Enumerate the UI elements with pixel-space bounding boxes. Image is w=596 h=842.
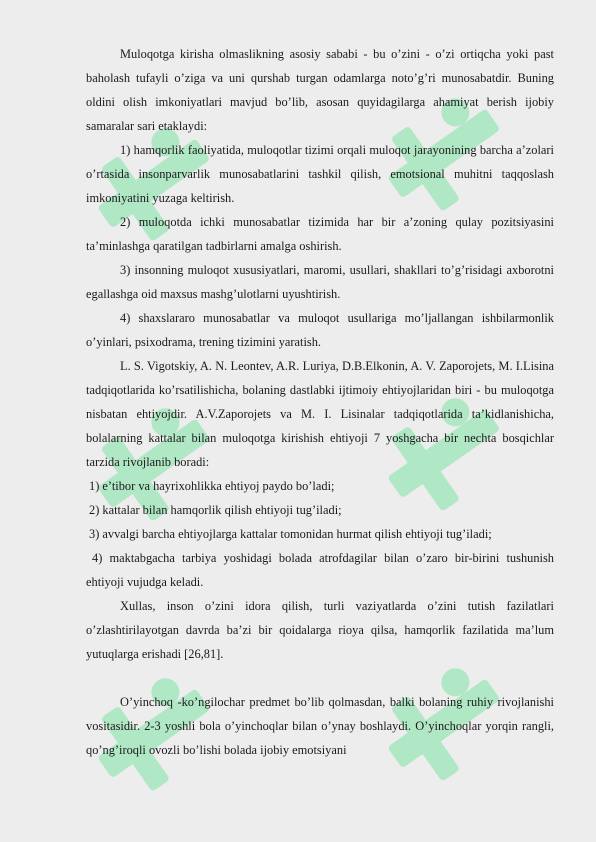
paragraph-intro: Muloqotga kirisha olmaslikning asosiy sababi - bu o’zini - o’zi ortiqcha yoki past baholash tufayli o’ziga va uni qurshab turgan odamlarga noto’g’ri munosabatdir. Buning oldini olish imkoniyatlari mavjud bo’lib, asosan quyidagilarga ahamiyat berish ijobiy samaralar sari etaklaydi: bbox=[86, 47, 554, 133]
paragraph-point-2: 2) muloqotda ichki munosabatlar tizimida har bir a’zoning qulay pozitsiyasini ta’minlashga qaratilgan tadbirlarni amalga oshirish. bbox=[86, 215, 554, 253]
body-text bbox=[86, 42, 554, 762]
paragraph-point-1: 1) hamqorlik faoliyatida, muloqotlar tizimi orqali muloqot jarayonining barcha a’zolari o’rtasida insonparvarlik munosabatlarini tashkil qilish, emotsional muhitni taqqoslash imkoniyatini yuzaga keltirish. bbox=[86, 143, 554, 205]
list-item-stage-1: 1) e’tibor va hayrixohlikka ehtiyoj paydo bo’ladi; bbox=[89, 479, 335, 493]
list-item-stage-4: 4) maktabgacha tarbiya yoshidagi bolada atrofdagilar bilan o’zaro bir-birini tushunish ehtiyoji vujudga keladi. bbox=[86, 551, 554, 589]
list-item-stage-3: 3) avvalgi barcha ehtiyojlarga kattalar tomonidan hurmat qilish ehtiyoji tug’iladi; bbox=[89, 527, 492, 541]
paragraph-research: L. S. Vigotskiy, A. N. Leontev, A.R. Luriya, D.B.Elkonin, A. V. Zaporojets, M. I.Lisina tadqiqotlarida ko’rsatilishicha, bolaning dastlabki ijtimoiy ehtiyojlaridan biri - bu muloqotga nisbatan ehtiyojdir. A.V.Zaporojets va M. I. Lisinalar tadqiqotlarida ta’kidlanishicha, bolalarning kattalar bilan muloqotga kirishish ehtiyoji 7 yoshgacha bir nechta bosqichlar tarzida rivojlanib boradi: bbox=[86, 359, 554, 469]
paragraph-conclusion: Xullas, inson o’zini idora qilish, turli vaziyatlarda o’zini tutish fazilatlari o’zlashtirilayotgan davrda ba’zi bir qoidalarga rioya qilsa, hamqorlik fazilatida ma’lum yutuqlarga erishadi [26,81]. bbox=[86, 599, 554, 661]
list-item-stage-2: 2) kattalar bilan hamqorlik qilish ehtiyoji tug’iladi; bbox=[89, 503, 342, 517]
paragraph-point-4: 4) shaxslararo munosabatlar va muloqot usullariga mo’ljallangan ishbilarmonlik o’yinlari, psixodrama, trening tizimini yaratish. bbox=[86, 311, 554, 349]
paragraph-spacer bbox=[86, 666, 554, 690]
paragraph-point-3: 3) insonning muloqot xususiyatlari, maromi, usullari, shakllari to’g’risidagi axborotni egallashga oid maxsus mashg’ulotlarni uyushtirish. bbox=[86, 263, 554, 301]
paragraph-toys: O’yinchoq -ko’ngilochar predmet bo’lib qolmasdan, balki bolaning ruhiy rivojlanishi vositasidir. 2-3 yoshli bola o’yinchoqlar bilan o’ynay boshlaydi. O’yinchoqlar yorqin rangli, qo’ng’iroqli ovozli bo’lishi bolada ijobiy emotsiyani bbox=[86, 695, 554, 757]
